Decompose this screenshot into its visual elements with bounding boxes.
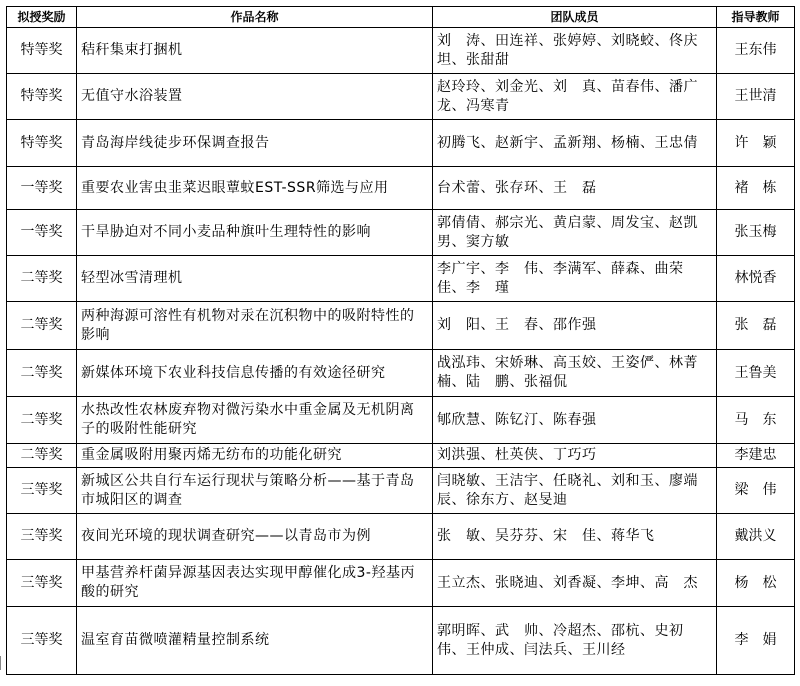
team-members: 刘 阳、王 春、邵作强 bbox=[433, 302, 717, 350]
work-title: 水热改性农林废弃物对微污染水中重金属及无机阴离子的吸附性能研究 bbox=[77, 397, 433, 444]
award-level: 三等奖 bbox=[7, 607, 77, 675]
award-level: 一等奖 bbox=[7, 210, 77, 256]
awards-table bbox=[6, 6, 795, 675]
work-title: 重金属吸附用聚丙烯无纺布的功能化研究 bbox=[77, 444, 433, 468]
award-level: 二等奖 bbox=[7, 302, 77, 350]
work-title: 温室育苗微喷灌精量控制系统 bbox=[77, 607, 433, 675]
advisor: 王鲁美 bbox=[717, 350, 795, 397]
advisor: 李建忠 bbox=[717, 444, 795, 468]
award-level: 特等奖 bbox=[7, 74, 77, 120]
award-level: 二等奖 bbox=[7, 397, 77, 444]
table-row bbox=[7, 210, 795, 256]
team-members: 郭倩倩、郝宗光、黄启蒙、周发宝、赵凯男、窦方敏 bbox=[433, 210, 717, 256]
table-row bbox=[7, 350, 795, 397]
advisor: 梁 伟 bbox=[717, 468, 795, 514]
header-advisor: 指导教师 bbox=[717, 7, 795, 28]
team-members: 王立杰、张晓迪、刘香凝、李坤、高 杰 bbox=[433, 560, 717, 607]
team-members: 初腾飞、赵新宇、孟新翔、杨楠、王忠倩 bbox=[433, 120, 717, 167]
work-title: 秸秆集束打捆机 bbox=[77, 28, 433, 74]
award-level: 三等奖 bbox=[7, 468, 77, 514]
award-level: 二等奖 bbox=[7, 350, 77, 397]
header-level: 拟授奖励 bbox=[7, 7, 77, 28]
work-title: 新城区公共自行车运行现状与策略分析——基于青岛市城阳区的调查 bbox=[77, 468, 433, 514]
team-members: 刘洪强、杜英侠、丁巧巧 bbox=[433, 444, 717, 468]
table-row bbox=[7, 514, 795, 560]
work-title: 甲基营养杆菌异源基因表达实现甲醇催化成3-羟基丙酸的研究 bbox=[77, 560, 433, 607]
award-level: 特等奖 bbox=[7, 120, 77, 167]
advisor: 王世清 bbox=[717, 74, 795, 120]
work-title: 无值守水浴装置 bbox=[77, 74, 433, 120]
advisor: 张 磊 bbox=[717, 302, 795, 350]
award-level: 二等奖 bbox=[7, 256, 77, 302]
advisor: 张玉梅 bbox=[717, 210, 795, 256]
table-row bbox=[7, 167, 795, 210]
work-title: 新媒体环境下农业科技信息传播的有效途径研究 bbox=[77, 350, 433, 397]
award-level: 特等奖 bbox=[7, 28, 77, 74]
table-row bbox=[7, 444, 795, 468]
advisor: 马 东 bbox=[717, 397, 795, 444]
window-edge-divider bbox=[0, 656, 4, 670]
table-row bbox=[7, 302, 795, 350]
team-members: 战泓玮、宋娇琳、高玉姣、王姿俨、林菁楠、陆 鹏、张福侃 bbox=[433, 350, 717, 397]
table-row bbox=[7, 120, 795, 167]
header-row bbox=[7, 7, 795, 28]
work-title: 干旱胁迫对不同小麦品种旗叶生理特性的影响 bbox=[77, 210, 433, 256]
advisor: 戴洪义 bbox=[717, 514, 795, 560]
advisor: 王东伟 bbox=[717, 28, 795, 74]
table-row bbox=[7, 256, 795, 302]
advisor: 杨 松 bbox=[717, 560, 795, 607]
work-title: 重要农业害虫韭菜迟眼蕈蚊EST-SSR筛选与应用 bbox=[77, 167, 433, 210]
table-row bbox=[7, 74, 795, 120]
table-row bbox=[7, 397, 795, 444]
team-members: 刘 涛、田连祥、张婷婷、刘晓蛟、佟庆坦、张甜甜 bbox=[433, 28, 717, 74]
team-members: 李广宇、李 伟、李满军、薛森、曲荣佳、李 瑾 bbox=[433, 256, 717, 302]
award-level: 二等奖 bbox=[7, 444, 77, 468]
advisor: 李 娟 bbox=[717, 607, 795, 675]
team-members: 郭明晖、武 帅、冷超杰、邵杭、史初伟、王仲成、闫法兵、王川经 bbox=[433, 607, 717, 675]
header-members: 团队成员 bbox=[433, 7, 717, 28]
work-title: 两种海源可溶性有机物对汞在沉积物中的吸附特性的影响 bbox=[77, 302, 433, 350]
advisor: 林悦香 bbox=[717, 256, 795, 302]
award-level: 三等奖 bbox=[7, 560, 77, 607]
team-members: 闫晓敏、王洁宇、任晓礼、刘和玉、廖端辰、徐东方、赵旻迪 bbox=[433, 468, 717, 514]
award-level: 一等奖 bbox=[7, 167, 77, 210]
team-members: 郇欣慧、陈钇汀、陈春强 bbox=[433, 397, 717, 444]
table-row bbox=[7, 28, 795, 74]
table-row bbox=[7, 560, 795, 607]
award-level: 三等奖 bbox=[7, 514, 77, 560]
advisor: 褚 栋 bbox=[717, 167, 795, 210]
table-row bbox=[7, 607, 795, 675]
work-title: 夜间光环境的现状调查研究——以青岛市为例 bbox=[77, 514, 433, 560]
advisor: 许 颖 bbox=[717, 120, 795, 167]
work-title: 轻型冰雪清理机 bbox=[77, 256, 433, 302]
team-members: 赵玲玲、刘金光、刘 真、苗春伟、潘广龙、冯寒青 bbox=[433, 74, 717, 120]
table-row bbox=[7, 468, 795, 514]
work-title: 青岛海岸线徒步环保调查报告 bbox=[77, 120, 433, 167]
team-members: 台术蕾、张存环、王 磊 bbox=[433, 167, 717, 210]
team-members: 张 敏、吴芬芬、宋 佳、蒋华飞 bbox=[433, 514, 717, 560]
header-work: 作品名称 bbox=[77, 7, 433, 28]
